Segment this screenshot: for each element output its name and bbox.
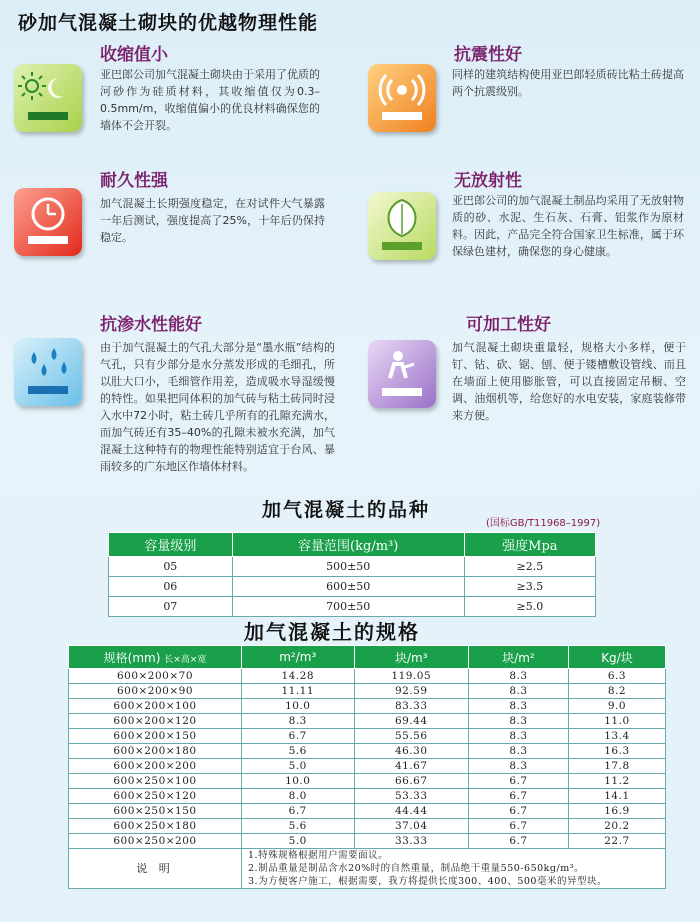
note-line: 2.制品重量是制品含水20%时的自然重量，制品绝干重量550-650kg/m³。 [248, 863, 585, 874]
table-cell: 5.6 [242, 744, 355, 759]
column-header: 块/m³ [354, 646, 469, 669]
table-cell: 22.7 [568, 834, 665, 849]
header-main: 规格(mm) [103, 650, 161, 665]
column-header: 容量范围(kg/m³) [232, 533, 464, 557]
table-cell: 8.3 [469, 684, 569, 699]
table-cell: 16.3 [568, 744, 665, 759]
table-cell: 13.4 [568, 729, 665, 744]
column-header: 块/m² [469, 646, 569, 669]
table-cell: 5.0 [242, 834, 355, 849]
table-row [69, 834, 666, 849]
table-cell: 11.0 [568, 714, 665, 729]
table-row [69, 789, 666, 804]
notes-row [69, 849, 666, 889]
feature-desc: 由于加气混凝土的气孔大部分是“墨水瓶”结构的气孔，只有少部分是水分蒸发形成的毛细孔，所以肚大口小，毛细管作用差，造成吸水导湿缓慢的特性。如果把同体积的加气砖与粘土砖同时浸入水中72小时，粘土砖几乎所有的孔隙充满水，而加气砖还有35–40%的孔隙未被水充满，加气混凝土这种特有的物理性能特别适宜于台风、暴雨较多的广东地区作墙体材料。 [100, 341, 335, 473]
table-row [69, 714, 666, 729]
table-cell: 600×250×200 [69, 834, 242, 849]
table-cell: 92.59 [354, 684, 469, 699]
varieties-title: 加气混凝土的品种 [262, 499, 431, 521]
table-cell: 14.1 [568, 789, 665, 804]
table-row [69, 729, 666, 744]
column-header: m²/m³ [242, 646, 355, 669]
table-cell: 5.0 [242, 759, 355, 774]
table-cell: 6.7 [469, 804, 569, 819]
table-row [69, 759, 666, 774]
table-row [69, 804, 666, 819]
water-drops-icon [14, 338, 82, 406]
table-cell: 6.7 [469, 774, 569, 789]
table-cell: 14.28 [242, 669, 355, 684]
table-cell: 11.2 [568, 774, 665, 789]
table-cell: 10.0 [242, 699, 355, 714]
table-cell: 41.67 [354, 759, 469, 774]
table-cell: 700±50 [232, 597, 464, 617]
table-cell: 05 [109, 557, 233, 577]
table-cell: ≥5.0 [464, 597, 595, 617]
table-row [109, 577, 596, 597]
table-cell: 44.44 [354, 804, 469, 819]
clock-icon [14, 188, 82, 256]
table-cell: 66.67 [354, 774, 469, 789]
feature-desc: 亚巴郎公司的加气混凝土制品均采用了无放射物质的砂、水泥、生石灰、石膏、铝浆作为原材料。因此，产品完全符合国家卫生标准，属于环保绿色建材，确保您的身心健康。 [452, 194, 684, 258]
feature-desc: 加气混凝土砌块重量轻，规格大小多样，便于钉、钻、砍、锯、刨、便于镂槽敷设管线、而且在墙面上使用膨胀管，可以直接固定吊橱、空调、油烟机等，给您好的水电安装，家庭装修带来方便。 [452, 341, 686, 422]
note-line: 3.为方便客户施工，根据需要，我方将提供长度300、400、500毫米的异型块。 [248, 876, 607, 887]
feature-desc: 同样的建筑结构使用亚巴郎轻质砖比粘土砖提高两个抗震级别。 [452, 68, 684, 98]
feature-title: 抗渗水性能好 [100, 315, 202, 335]
standard-label: (国标GB/T11968–1997) [486, 518, 601, 529]
table-cell: 9.0 [568, 699, 665, 714]
table-cell: 600×200×70 [69, 669, 242, 684]
table-cell: ≥3.5 [464, 577, 595, 597]
table-cell: 8.3 [469, 729, 569, 744]
table-row [109, 557, 596, 577]
table-cell: 6.7 [469, 834, 569, 849]
table-row [109, 597, 596, 617]
table-cell: 5.6 [242, 819, 355, 834]
feature-desc: 加气混凝土长期强度稳定，在对试件大气暴露一年后测试，强度提高了25%，十年后仍保持稳定。 [100, 197, 325, 244]
notes-text [242, 849, 666, 889]
table-cell: 6.7 [242, 804, 355, 819]
table-cell: 8.2 [568, 684, 665, 699]
table-cell: 17.8 [568, 759, 665, 774]
table-cell: 53.33 [354, 789, 469, 804]
note-line: 1.特殊规格根据用户需要面议。 [248, 850, 389, 861]
table-cell: 33.33 [354, 834, 469, 849]
table-cell: 600×200×100 [69, 699, 242, 714]
table-cell: 600±50 [232, 577, 464, 597]
page-title: 砂加气混凝土砌块的优越物理性能 [18, 12, 319, 34]
table-cell: 07 [109, 597, 233, 617]
table-cell: 11.11 [242, 684, 355, 699]
column-header: Kg/块 [568, 646, 665, 669]
table-cell: 55.56 [354, 729, 469, 744]
table-row [69, 819, 666, 834]
table-cell: 16.9 [568, 804, 665, 819]
header-sub: 长×高×宽 [164, 654, 207, 665]
feature-title: 耐久性强 [100, 171, 168, 191]
table-row [69, 669, 666, 684]
specs-title: 加气混凝土的规格 [244, 620, 420, 644]
column-header: 强度Mpa [464, 533, 595, 557]
feature-title: 无放射性 [454, 171, 522, 191]
sun-icon [14, 64, 82, 132]
feature-title: 抗震性好 [454, 45, 522, 65]
leaf-icon [368, 192, 436, 260]
table-cell: 10.0 [242, 774, 355, 789]
table-cell: 6.7 [469, 789, 569, 804]
table-cell: 119.05 [354, 669, 469, 684]
vibration-icon [368, 64, 436, 132]
table-cell: 600×250×180 [69, 819, 242, 834]
table-cell: 06 [109, 577, 233, 597]
table-cell: 600×250×150 [69, 804, 242, 819]
worker-icon [368, 340, 436, 408]
varieties-table [108, 532, 596, 617]
table-row [69, 774, 666, 789]
table-cell: 600×200×90 [69, 684, 242, 699]
table-cell: 8.3 [469, 714, 569, 729]
feature-title: 收缩值小 [100, 45, 168, 65]
table-cell: 600×200×200 [69, 759, 242, 774]
table-cell: 6.3 [568, 669, 665, 684]
column-header [69, 646, 242, 669]
table-cell: 8.3 [469, 669, 569, 684]
table-cell: 37.04 [354, 819, 469, 834]
table-row [69, 699, 666, 714]
specs-table [68, 645, 666, 889]
table-cell: 69.44 [354, 714, 469, 729]
table-cell: 8.3 [469, 744, 569, 759]
table-cell: 600×250×120 [69, 789, 242, 804]
table-cell: 8.0 [242, 789, 355, 804]
table-cell: 600×200×120 [69, 714, 242, 729]
table-cell: 8.3 [242, 714, 355, 729]
table-cell: 600×200×150 [69, 729, 242, 744]
table-cell: 8.3 [469, 759, 569, 774]
table-cell: 6.7 [242, 729, 355, 744]
table-cell: 6.7 [469, 819, 569, 834]
column-header: 容量级别 [109, 533, 233, 557]
table-cell: 500±50 [232, 557, 464, 577]
notes-label: 说 明 [69, 849, 242, 889]
table-cell: 600×200×180 [69, 744, 242, 759]
feature-desc: 亚巴郎公司加气混凝土砌块由于采用了优质的河砂作为硅质材料，其收缩值仅为0.3–0.5mm/m，收缩值偏小的优良材料确保您的墙体不会开裂。 [100, 68, 320, 132]
table-row [69, 684, 666, 699]
table-row [69, 744, 666, 759]
table-cell: 46.30 [354, 744, 469, 759]
table-cell: 8.3 [469, 699, 569, 714]
table-cell: 83.33 [354, 699, 469, 714]
table-cell: 600×250×100 [69, 774, 242, 789]
table-cell: 20.2 [568, 819, 665, 834]
feature-title: 可加工性好 [466, 315, 551, 335]
table-cell: ≥2.5 [464, 557, 595, 577]
